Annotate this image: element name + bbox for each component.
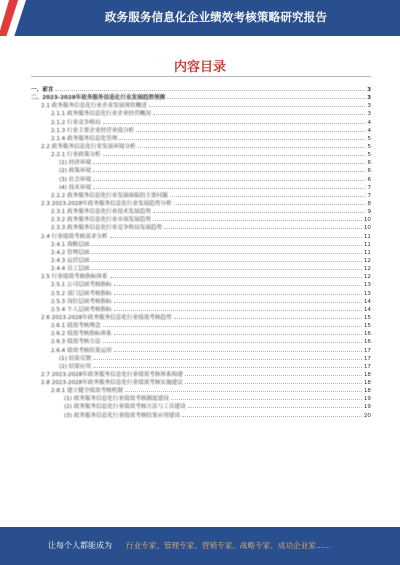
toc-leader-dots	[114, 297, 362, 303]
toc-leader-dots	[103, 118, 366, 124]
toc-leader-dots	[188, 402, 362, 408]
toc-page-number: 3	[367, 95, 371, 102]
toc-entry-label: 2.2 政务服务信息化行业发展环境分析	[41, 143, 136, 150]
toc-entry-label: (2) 政策环境	[59, 168, 92, 175]
toc-leader-dots	[171, 394, 362, 400]
toc-page-number: 5	[367, 152, 371, 159]
toc-entry[interactable]	[31, 386, 371, 394]
toc-heading: 内容目录	[173, 60, 226, 75]
toc-entry[interactable]	[31, 402, 371, 410]
toc-entry-label: 2.6.1 绩效考核理念	[51, 323, 101, 330]
toc-entry-label: 2.6.3 绩效考核方法	[51, 339, 101, 346]
toc-entry[interactable]	[31, 166, 371, 174]
toc-entry-label: 2.1.1 政务服务信息化行业企业经营概况	[51, 111, 151, 118]
toc-entry[interactable]	[31, 126, 371, 134]
footer-banner	[0, 527, 400, 565]
toc-entry-label: 2.5.1 公司层面考核指标	[51, 282, 112, 289]
toc-leader-dots	[93, 175, 365, 181]
toc-entry[interactable]	[31, 223, 371, 231]
toc-leader-dots	[174, 313, 362, 319]
toc-entry[interactable]	[31, 134, 371, 142]
toc-leader-dots	[153, 207, 366, 213]
toc-entry[interactable]	[31, 280, 371, 288]
toc-page-number: 4	[367, 119, 371, 126]
toc-page-number: 3	[367, 111, 371, 118]
toc-entry-label: 2.1.2 行业竞争格局	[51, 119, 101, 126]
toc-entry[interactable]	[31, 370, 371, 378]
toc-page-number: 17	[363, 355, 371, 362]
toc-entry-label: 2.1 政务服务信息化行业企业发展现状概述	[41, 103, 147, 110]
toc-leader-dots	[91, 248, 361, 254]
toc-entry-label: 2.3.1 政务服务信息化行业技术发展趋势	[51, 209, 151, 216]
toc-leader-dots	[114, 346, 362, 352]
toc-leader-dots	[182, 411, 362, 417]
toc-leader-dots	[185, 370, 362, 376]
toc-page-number: 11	[363, 233, 371, 240]
toc-entry[interactable]	[31, 175, 371, 183]
toc-entry-label: 2.8 2023-2028年政务服务信息化行业绩效考核实施建议	[41, 380, 183, 387]
toc-page-number: 9	[367, 209, 371, 216]
table-of-contents	[31, 85, 371, 419]
toc-page-number: 5	[367, 143, 371, 150]
toc-entry[interactable]	[31, 289, 371, 297]
toc-entry-label: 二、2023-2028年政务服务信息化行业发展趋势预测	[31, 95, 166, 102]
toc-entry[interactable]	[31, 109, 371, 117]
toc-entry[interactable]	[31, 256, 371, 264]
toc-entry[interactable]	[31, 272, 371, 280]
toc-leader-dots	[93, 166, 365, 172]
toc-leader-dots	[125, 386, 362, 392]
toc-entry[interactable]	[31, 158, 371, 166]
toc-page-number: 18	[363, 388, 371, 395]
toc-leader-dots	[149, 101, 366, 107]
toc-entry-label: 2.8.1 建立健全绩效考核机制	[51, 388, 123, 395]
toc-page-number: 16	[363, 339, 371, 346]
toc-leader-dots	[93, 183, 365, 189]
toc-entry[interactable]	[31, 142, 371, 150]
toc-entry-label: 2.7 2023-2028年政务服务信息化行业绩效考核体系构建	[41, 371, 183, 378]
toc-entry[interactable]	[31, 305, 371, 313]
toc-entry[interactable]	[31, 215, 371, 223]
toc-page-number: 14	[363, 298, 371, 305]
toc-entry[interactable]	[31, 346, 371, 354]
toc-leader-dots	[185, 378, 362, 384]
toc-page-number: 8	[367, 200, 371, 207]
toc-entry-label: (2) 结果应用	[59, 363, 92, 370]
toc-leader-dots	[55, 85, 365, 91]
toc-entry[interactable]	[31, 207, 371, 215]
toc-leader-dots	[167, 93, 365, 99]
toc-page-number: 16	[363, 331, 371, 338]
toc-page-number: 13	[363, 282, 371, 289]
toc-entry[interactable]	[31, 85, 371, 93]
toc-entry[interactable]	[31, 150, 371, 158]
toc-page-number: 6	[367, 160, 371, 167]
toc-page-number: 12	[363, 257, 371, 264]
toc-entry[interactable]	[31, 354, 371, 362]
toc-entry-label: 2.6.2 绩效考核指标体系	[51, 331, 112, 338]
toc-leader-dots	[91, 240, 361, 246]
toc-entry-label: (1) 结果反馈	[59, 355, 92, 362]
toc-entry[interactable]	[31, 337, 371, 345]
toc-entry-label: 2.4 行业绩效考核需求分析	[41, 233, 108, 240]
toc-leader-dots	[103, 150, 366, 156]
toc-leader-dots	[110, 272, 362, 278]
toc-leader-dots	[174, 199, 366, 205]
toc-entry[interactable]	[31, 394, 371, 402]
toc-leader-dots	[153, 215, 362, 221]
toc-page-number: 12	[363, 274, 371, 281]
toc-leader-dots	[93, 354, 362, 360]
toc-page-number: 10	[363, 217, 371, 224]
toc-page-number: 11	[363, 241, 371, 248]
toc-leader-dots	[91, 256, 361, 262]
toc-leader-dots	[119, 134, 365, 140]
toc-entry-label: 2.5.3 岗位层面考核指标	[51, 298, 112, 305]
toc-leader-dots	[170, 191, 366, 197]
toc-page-number: 4	[367, 127, 371, 134]
toc-entry-label: (4) 技术环境	[59, 184, 92, 191]
toc-leader-dots	[136, 126, 365, 132]
toc-page-number: 10	[363, 225, 371, 232]
toc-entry[interactable]	[31, 191, 371, 199]
toc-leader-dots	[114, 305, 362, 311]
toc-leader-dots	[138, 142, 366, 148]
toc-page-number: 15	[363, 323, 371, 330]
toc-leader-dots	[93, 362, 362, 368]
toc-entry-label: 2.1.4 政务服务信息化管理	[51, 135, 118, 142]
toc-entry[interactable]	[31, 378, 371, 386]
toc-entry-label: (3) 社会环境	[59, 176, 92, 183]
toc-entry-label: (1) 经济环境	[59, 160, 92, 167]
toc-page-number: 13	[363, 290, 371, 297]
toc-entry-label: 2.5.2 部门层面考核指标	[51, 290, 112, 297]
toc-leader-dots	[164, 223, 362, 229]
toc-leader-dots	[114, 329, 362, 335]
toc-leader-dots	[103, 321, 362, 327]
toc-leader-dots	[93, 158, 365, 164]
toc-entry-label: (2) 政务服务信息化行业绩效考核方法与工具建设	[64, 404, 186, 411]
toc-entry-label: 2.6 2023-2028年政务服务信息化行业绩效考核趋势	[41, 314, 172, 321]
toc-leader-dots	[110, 232, 362, 238]
toc-entry[interactable]	[31, 93, 371, 101]
toc-entry-label: (1) 政务服务信息化行业绩效考核制度建设	[64, 396, 169, 403]
toc-entry-label: 2.6.4 绩效考核结果运用	[51, 347, 112, 354]
toc-entry-label: 2.3.3 政务服务信息化行业竞争格局发展趋势	[51, 225, 163, 232]
report-header-banner	[0, 0, 400, 36]
toc-entry[interactable]	[31, 329, 371, 337]
toc-page-number: 14	[363, 306, 371, 313]
toc-page-number: 12	[363, 266, 371, 273]
toc-entry-label: 2.1.3 行业主要企业经营业绩分析	[51, 127, 135, 134]
toc-leader-dots	[103, 337, 362, 343]
toc-page-number: 20	[363, 412, 371, 419]
toc-entry[interactable]	[31, 411, 371, 419]
toc-page-number: 7	[367, 184, 371, 191]
toc-entry-label: 2.5.4 个人层面考核指标	[51, 306, 112, 313]
toc-leader-dots	[114, 280, 362, 286]
toc-page-number: 18	[363, 380, 371, 387]
toc-divider	[31, 76, 371, 77]
toc-entry-label: 2.4.4 员工层面	[51, 266, 90, 273]
toc-entry[interactable]	[31, 240, 371, 248]
toc-entry[interactable]	[31, 248, 371, 256]
toc-entry-label: 2.4.3 运营层面	[51, 257, 90, 264]
toc-page-number: 18	[363, 371, 371, 378]
toc-page-number: 6	[367, 168, 371, 175]
toc-entry-label: 2.4.1 战略层面	[51, 241, 90, 248]
toc-page-number: 19	[363, 396, 371, 403]
toc-entry-label: 2.5 行业绩效考核指标体系	[41, 274, 108, 281]
toc-page-number: 15	[363, 314, 371, 321]
toc-entry[interactable]	[31, 183, 371, 191]
toc-entry-label: 2.2.1 行业政策分析	[51, 152, 101, 159]
toc-entry-label: 一、前言	[31, 87, 54, 93]
footer-slogan: 让每个人都能成为	[48, 541, 112, 550]
footer-roles-list: 行业专家、管理专家、营销专家、战略专家、成功企业家……	[126, 541, 332, 550]
toc-entry[interactable]	[31, 321, 371, 329]
toc-entry-label: 2.4.2 管理层面	[51, 249, 90, 256]
toc-page-number: 3	[367, 103, 371, 110]
report-title: 政务服务信息化企业绩效考核策略研究报告	[104, 10, 328, 24]
toc-page-number: 17	[363, 363, 371, 370]
toc-leader-dots	[114, 289, 362, 295]
toc-entry-label: 2.3 2023-2028年政务服务信息化行业发展趋势分析	[41, 200, 172, 207]
toc-entry[interactable]	[31, 264, 371, 272]
toc-page-number: 17	[363, 347, 371, 354]
toc-page-number: 11	[363, 249, 371, 256]
toc-entry[interactable]	[31, 313, 371, 321]
toc-leader-dots	[153, 109, 366, 115]
toc-page-number: 19	[363, 404, 371, 411]
toc-page-number: 3	[367, 87, 371, 93]
toc-entry-label: (3) 政务服务信息化行业绩效考核结果应用建设	[64, 412, 180, 419]
toc-entry-label: 2.2.2 政务服务信息化行业发展面临的主要问题	[51, 192, 168, 199]
toc-entry[interactable]	[31, 232, 371, 240]
toc-entry[interactable]	[31, 101, 371, 109]
toc-page-number: 6	[367, 176, 371, 183]
toc-page-number: 5	[367, 135, 371, 142]
toc-entry[interactable]	[31, 297, 371, 305]
toc-entry-label: 2.3.2 政务服务信息化行业市场发展趋势	[51, 217, 151, 224]
toc-entry[interactable]	[31, 362, 371, 370]
toc-page-number: 7	[367, 192, 371, 199]
toc-leader-dots	[91, 264, 361, 270]
toc-entry[interactable]	[31, 199, 371, 207]
toc-entry[interactable]	[31, 118, 371, 126]
